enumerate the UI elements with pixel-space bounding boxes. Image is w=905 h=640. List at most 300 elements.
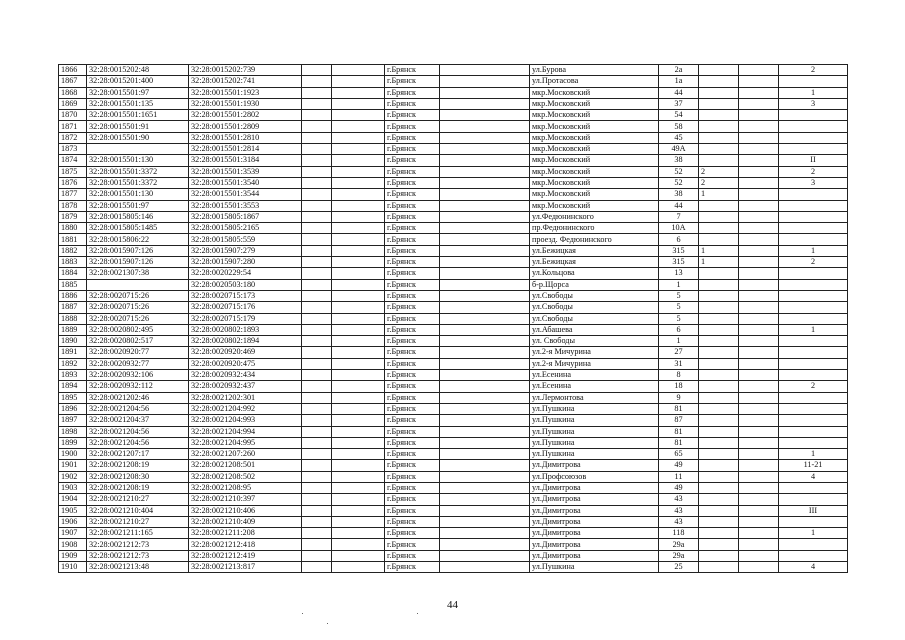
- empty-cell: [739, 110, 779, 121]
- row-number-cell: 1877: [59, 189, 87, 200]
- cadastral-number-cell: 32:28:0015805:559: [189, 234, 302, 245]
- street-cell: мкр.Московский: [530, 166, 659, 177]
- city-cell: г.Брянск: [385, 437, 440, 448]
- empty-cell: [302, 392, 332, 403]
- row-number-cell: 1868: [59, 87, 87, 98]
- registry-table-wrapper: [58, 64, 847, 573]
- empty-cell: [332, 234, 385, 245]
- cadastral-number-cell: 32:28:0015202:741: [189, 76, 302, 87]
- table-row: [59, 494, 848, 505]
- building-cell: 1: [699, 189, 739, 200]
- cadastral-number-cell: 32:28:0015501:1923: [189, 87, 302, 98]
- empty-cell: [440, 177, 530, 188]
- apartment-cell: 2: [779, 166, 848, 177]
- empty-cell: [332, 65, 385, 76]
- cadastral-number-cell: 32:28:0015907:280: [189, 257, 302, 268]
- empty-cell: [302, 87, 332, 98]
- street-cell: ул.Кольцова: [530, 268, 659, 279]
- building-cell: [699, 268, 739, 279]
- row-number-cell: 1899: [59, 437, 87, 448]
- row-number-cell: 1907: [59, 528, 87, 539]
- street-cell: ул.Пушкина: [530, 403, 659, 414]
- empty-cell: [440, 505, 530, 516]
- house-number-cell: 44: [659, 200, 699, 211]
- row-number-cell: 1884: [59, 268, 87, 279]
- empty-cell: [332, 370, 385, 381]
- empty-cell: [332, 211, 385, 222]
- table-row: [59, 336, 848, 347]
- city-cell: г.Брянск: [385, 426, 440, 437]
- street-cell: пр.Федюнинского: [530, 223, 659, 234]
- empty-cell: [302, 76, 332, 87]
- row-number-cell: 1902: [59, 471, 87, 482]
- empty-cell: [302, 449, 332, 460]
- empty-cell: [332, 516, 385, 527]
- empty-cell: [302, 279, 332, 290]
- building-cell: [699, 313, 739, 324]
- city-cell: г.Брянск: [385, 234, 440, 245]
- old-cadastral-number-cell: [87, 279, 189, 290]
- building-cell: [699, 87, 739, 98]
- row-number-cell: 1879: [59, 211, 87, 222]
- building-cell: [699, 460, 739, 471]
- empty-cell: [739, 539, 779, 550]
- empty-cell: [440, 528, 530, 539]
- table-row: [59, 471, 848, 482]
- apartment-cell: [779, 403, 848, 414]
- empty-cell: [302, 370, 332, 381]
- row-number-cell: 1872: [59, 132, 87, 143]
- old-cadastral-number-cell: 32:28:0021210:404: [87, 505, 189, 516]
- table-row: [59, 415, 848, 426]
- house-number-cell: 315: [659, 257, 699, 268]
- house-number-cell: 5: [659, 313, 699, 324]
- table-row: [59, 65, 848, 76]
- empty-cell: [440, 211, 530, 222]
- old-cadastral-number-cell: 32:28:0021210:27: [87, 516, 189, 527]
- cadastral-number-cell: 32:28:0015501:3539: [189, 166, 302, 177]
- empty-cell: [302, 505, 332, 516]
- old-cadastral-number-cell: 32:28:0020802:517: [87, 336, 189, 347]
- empty-cell: [302, 550, 332, 561]
- cadastral-number-cell: 32:28:0021207:260: [189, 449, 302, 460]
- house-number-cell: 29а: [659, 550, 699, 561]
- row-number-cell: 1892: [59, 358, 87, 369]
- apartment-cell: [779, 121, 848, 132]
- building-cell: [699, 211, 739, 222]
- empty-cell: [739, 279, 779, 290]
- empty-cell: [440, 155, 530, 166]
- city-cell: г.Брянск: [385, 177, 440, 188]
- scan-speck: [302, 613, 303, 614]
- house-number-cell: 7: [659, 211, 699, 222]
- empty-cell: [332, 324, 385, 335]
- empty-cell: [302, 528, 332, 539]
- table-row: [59, 562, 848, 573]
- empty-cell: [440, 516, 530, 527]
- empty-cell: [302, 358, 332, 369]
- table-row: [59, 144, 848, 155]
- apartment-cell: 3: [779, 98, 848, 109]
- city-cell: г.Брянск: [385, 460, 440, 471]
- row-number-cell: 1870: [59, 110, 87, 121]
- table-row: [59, 449, 848, 460]
- row-number-cell: 1893: [59, 370, 87, 381]
- empty-cell: [302, 290, 332, 301]
- table-row: [59, 381, 848, 392]
- row-number-cell: 1867: [59, 76, 87, 87]
- empty-cell: [332, 110, 385, 121]
- empty-cell: [440, 324, 530, 335]
- apartment-cell: [779, 437, 848, 448]
- street-cell: мкр.Московский: [530, 200, 659, 211]
- city-cell: г.Брянск: [385, 121, 440, 132]
- apartment-cell: 1: [779, 449, 848, 460]
- building-cell: [699, 403, 739, 414]
- empty-cell: [440, 279, 530, 290]
- row-number-cell: 1871: [59, 121, 87, 132]
- city-cell: г.Брянск: [385, 144, 440, 155]
- old-cadastral-number-cell: 32:28:0021208:19: [87, 482, 189, 493]
- empty-cell: [440, 144, 530, 155]
- building-cell: [699, 505, 739, 516]
- city-cell: г.Брянск: [385, 528, 440, 539]
- empty-cell: [302, 200, 332, 211]
- table-row: [59, 505, 848, 516]
- table-row: [59, 257, 848, 268]
- empty-cell: [739, 144, 779, 155]
- street-cell: ул.Пушкина: [530, 437, 659, 448]
- empty-cell: [332, 177, 385, 188]
- apartment-cell: 1: [779, 324, 848, 335]
- table-row: [59, 550, 848, 561]
- old-cadastral-number-cell: 32:28:0015501:1651: [87, 110, 189, 121]
- city-cell: г.Брянск: [385, 245, 440, 256]
- cadastral-number-cell: 32:28:0020715:173: [189, 290, 302, 301]
- cadastral-number-cell: 32:28:0020802:1893: [189, 324, 302, 335]
- table-row: [59, 189, 848, 200]
- cadastral-number-cell: 32:28:0020802:1894: [189, 336, 302, 347]
- empty-cell: [302, 121, 332, 132]
- city-cell: г.Брянск: [385, 516, 440, 527]
- old-cadastral-number-cell: 32:28:0021211:165: [87, 528, 189, 539]
- table-row: [59, 460, 848, 471]
- empty-cell: [440, 290, 530, 301]
- house-number-cell: 87: [659, 415, 699, 426]
- empty-cell: [440, 347, 530, 358]
- empty-cell: [739, 403, 779, 414]
- table-row: [59, 234, 848, 245]
- building-cell: [699, 234, 739, 245]
- empty-cell: [739, 234, 779, 245]
- empty-cell: [739, 358, 779, 369]
- empty-cell: [440, 268, 530, 279]
- table-row: [59, 403, 848, 414]
- row-number-cell: 1889: [59, 324, 87, 335]
- table-row: [59, 313, 848, 324]
- city-cell: г.Брянск: [385, 471, 440, 482]
- city-cell: г.Брянск: [385, 482, 440, 493]
- table-row: [59, 482, 848, 493]
- table-row: [59, 98, 848, 109]
- house-number-cell: 81: [659, 426, 699, 437]
- building-cell: [699, 302, 739, 313]
- old-cadastral-number-cell: 32:28:0021207:17: [87, 449, 189, 460]
- house-number-cell: 118: [659, 528, 699, 539]
- old-cadastral-number-cell: 32:28:0021212:73: [87, 539, 189, 550]
- table-row: [59, 211, 848, 222]
- house-number-cell: 6: [659, 324, 699, 335]
- old-cadastral-number-cell: 32:28:0015201:400: [87, 76, 189, 87]
- apartment-cell: [779, 370, 848, 381]
- empty-cell: [739, 200, 779, 211]
- street-cell: ул.Есенина: [530, 370, 659, 381]
- empty-cell: [739, 370, 779, 381]
- city-cell: г.Брянск: [385, 494, 440, 505]
- street-cell: мкр.Московский: [530, 144, 659, 155]
- house-number-cell: 1: [659, 336, 699, 347]
- apartment-cell: III: [779, 505, 848, 516]
- empty-cell: [302, 65, 332, 76]
- house-number-cell: 315: [659, 245, 699, 256]
- empty-cell: [302, 211, 332, 222]
- apartment-cell: [779, 211, 848, 222]
- empty-cell: [332, 144, 385, 155]
- empty-cell: [739, 121, 779, 132]
- empty-cell: [332, 392, 385, 403]
- empty-cell: [302, 110, 332, 121]
- empty-cell: [739, 245, 779, 256]
- apartment-cell: 3: [779, 177, 848, 188]
- empty-cell: [739, 324, 779, 335]
- house-number-cell: 25: [659, 562, 699, 573]
- old-cadastral-number-cell: 32:28:0021208:19: [87, 460, 189, 471]
- apartment-cell: 11-21: [779, 460, 848, 471]
- house-number-cell: 81: [659, 437, 699, 448]
- city-cell: г.Брянск: [385, 65, 440, 76]
- cadastral-number-cell: 32:28:0020715:179: [189, 313, 302, 324]
- building-cell: [699, 155, 739, 166]
- empty-cell: [302, 144, 332, 155]
- empty-cell: [440, 234, 530, 245]
- house-number-cell: 10А: [659, 223, 699, 234]
- empty-cell: [739, 347, 779, 358]
- table-row: [59, 290, 848, 301]
- building-cell: [699, 471, 739, 482]
- building-cell: [699, 381, 739, 392]
- empty-cell: [332, 403, 385, 414]
- apartment-cell: 1: [779, 87, 848, 98]
- cadastral-number-cell: 32:28:0015501:3544: [189, 189, 302, 200]
- house-number-cell: 52: [659, 177, 699, 188]
- row-number-cell: 1897: [59, 415, 87, 426]
- empty-cell: [332, 505, 385, 516]
- building-cell: [699, 516, 739, 527]
- empty-cell: [302, 98, 332, 109]
- row-number-cell: 1890: [59, 336, 87, 347]
- street-cell: мкр.Московский: [530, 177, 659, 188]
- cadastral-number-cell: 32:28:0021211:208: [189, 528, 302, 539]
- building-cell: [699, 110, 739, 121]
- table-row: [59, 245, 848, 256]
- city-cell: г.Брянск: [385, 302, 440, 313]
- table-row: [59, 223, 848, 234]
- empty-cell: [440, 471, 530, 482]
- empty-cell: [302, 482, 332, 493]
- empty-cell: [739, 211, 779, 222]
- table-row: [59, 358, 848, 369]
- old-cadastral-number-cell: 32:28:0021307:38: [87, 268, 189, 279]
- building-cell: [699, 437, 739, 448]
- house-number-cell: 43: [659, 505, 699, 516]
- empty-cell: [302, 189, 332, 200]
- row-number-cell: 1908: [59, 539, 87, 550]
- empty-cell: [739, 494, 779, 505]
- city-cell: г.Брянск: [385, 392, 440, 403]
- empty-cell: [332, 290, 385, 301]
- old-cadastral-number-cell: [87, 144, 189, 155]
- empty-cell: [332, 223, 385, 234]
- cadastral-number-cell: 32:28:0021210:406: [189, 505, 302, 516]
- cadastral-number-cell: 32:28:0015501:1930: [189, 98, 302, 109]
- empty-cell: [332, 539, 385, 550]
- old-cadastral-number-cell: 32:28:0015907:126: [87, 257, 189, 268]
- city-cell: г.Брянск: [385, 98, 440, 109]
- row-number-cell: 1881: [59, 234, 87, 245]
- city-cell: г.Брянск: [385, 550, 440, 561]
- row-number-cell: 1869: [59, 98, 87, 109]
- building-cell: [699, 528, 739, 539]
- cadastral-number-cell: 32:28:0021212:419: [189, 550, 302, 561]
- empty-cell: [302, 381, 332, 392]
- building-cell: [699, 279, 739, 290]
- building-cell: [699, 426, 739, 437]
- city-cell: г.Брянск: [385, 166, 440, 177]
- house-number-cell: 5: [659, 290, 699, 301]
- cadastral-number-cell: 32:28:0021208:95: [189, 482, 302, 493]
- empty-cell: [332, 550, 385, 561]
- old-cadastral-number-cell: 32:28:0015501:130: [87, 155, 189, 166]
- row-number-cell: 1901: [59, 460, 87, 471]
- building-cell: 1: [699, 245, 739, 256]
- building-cell: [699, 76, 739, 87]
- city-cell: г.Брянск: [385, 347, 440, 358]
- old-cadastral-number-cell: 32:28:0020802:495: [87, 324, 189, 335]
- city-cell: г.Брянск: [385, 257, 440, 268]
- row-number-cell: 1876: [59, 177, 87, 188]
- table-row: [59, 155, 848, 166]
- empty-cell: [440, 302, 530, 313]
- old-cadastral-number-cell: 32:28:0021204:56: [87, 403, 189, 414]
- building-cell: [699, 392, 739, 403]
- table-row: [59, 279, 848, 290]
- apartment-cell: [779, 76, 848, 87]
- apartment-cell: 2: [779, 65, 848, 76]
- table-row: [59, 110, 848, 121]
- apartment-cell: [779, 392, 848, 403]
- table-row: [59, 516, 848, 527]
- empty-cell: [332, 98, 385, 109]
- empty-cell: [440, 110, 530, 121]
- old-cadastral-number-cell: 32:28:0015501:135: [87, 98, 189, 109]
- empty-cell: [739, 177, 779, 188]
- street-cell: мкр.Московский: [530, 155, 659, 166]
- house-number-cell: 65: [659, 449, 699, 460]
- apartment-cell: [779, 200, 848, 211]
- empty-cell: [440, 415, 530, 426]
- city-cell: г.Брянск: [385, 358, 440, 369]
- empty-cell: [739, 426, 779, 437]
- page-number: 44: [447, 599, 458, 611]
- apartment-cell: [779, 415, 848, 426]
- house-number-cell: 49А: [659, 144, 699, 155]
- street-cell: ул.Димитрова: [530, 516, 659, 527]
- table-row: [59, 268, 848, 279]
- empty-cell: [739, 189, 779, 200]
- empty-cell: [332, 471, 385, 482]
- old-cadastral-number-cell: 32:28:0015907:126: [87, 245, 189, 256]
- city-cell: г.Брянск: [385, 324, 440, 335]
- city-cell: г.Брянск: [385, 189, 440, 200]
- house-number-cell: 1а: [659, 76, 699, 87]
- cadastral-number-cell: 32:28:0021210:409: [189, 516, 302, 527]
- apartment-cell: [779, 539, 848, 550]
- city-cell: г.Брянск: [385, 155, 440, 166]
- building-cell: [699, 539, 739, 550]
- apartment-cell: [779, 268, 848, 279]
- cadastral-number-cell: 32:28:0021208:502: [189, 471, 302, 482]
- building-cell: [699, 98, 739, 109]
- street-cell: ул.Димитрова: [530, 460, 659, 471]
- empty-cell: [739, 460, 779, 471]
- empty-cell: [440, 562, 530, 573]
- street-cell: ул.Бежицкая: [530, 257, 659, 268]
- empty-cell: [302, 426, 332, 437]
- city-cell: г.Брянск: [385, 87, 440, 98]
- table-row: [59, 437, 848, 448]
- street-cell: мкр.Московский: [530, 87, 659, 98]
- empty-cell: [332, 426, 385, 437]
- empty-cell: [739, 257, 779, 268]
- cadastral-number-cell: 32:28:0015501:3553: [189, 200, 302, 211]
- empty-cell: [739, 437, 779, 448]
- empty-cell: [332, 336, 385, 347]
- empty-cell: [302, 336, 332, 347]
- row-number-cell: 1880: [59, 223, 87, 234]
- house-number-cell: 43: [659, 516, 699, 527]
- empty-cell: [739, 98, 779, 109]
- cadastral-number-cell: 32:28:0020503:180: [189, 279, 302, 290]
- row-number-cell: 1873: [59, 144, 87, 155]
- empty-cell: [440, 539, 530, 550]
- empty-cell: [440, 460, 530, 471]
- table-row: [59, 177, 848, 188]
- row-number-cell: 1885: [59, 279, 87, 290]
- row-number-cell: 1898: [59, 426, 87, 437]
- empty-cell: [440, 494, 530, 505]
- city-cell: г.Брянск: [385, 505, 440, 516]
- city-cell: г.Брянск: [385, 279, 440, 290]
- row-number-cell: 1905: [59, 505, 87, 516]
- street-cell: мкр.Московский: [530, 98, 659, 109]
- old-cadastral-number-cell: 32:28:0020932:112: [87, 381, 189, 392]
- street-cell: ул.Димитрова: [530, 494, 659, 505]
- scan-speck: [327, 623, 328, 624]
- cadastral-number-cell: 32:28:0021204:992: [189, 403, 302, 414]
- empty-cell: [302, 302, 332, 313]
- apartment-cell: [779, 494, 848, 505]
- table-row: [59, 347, 848, 358]
